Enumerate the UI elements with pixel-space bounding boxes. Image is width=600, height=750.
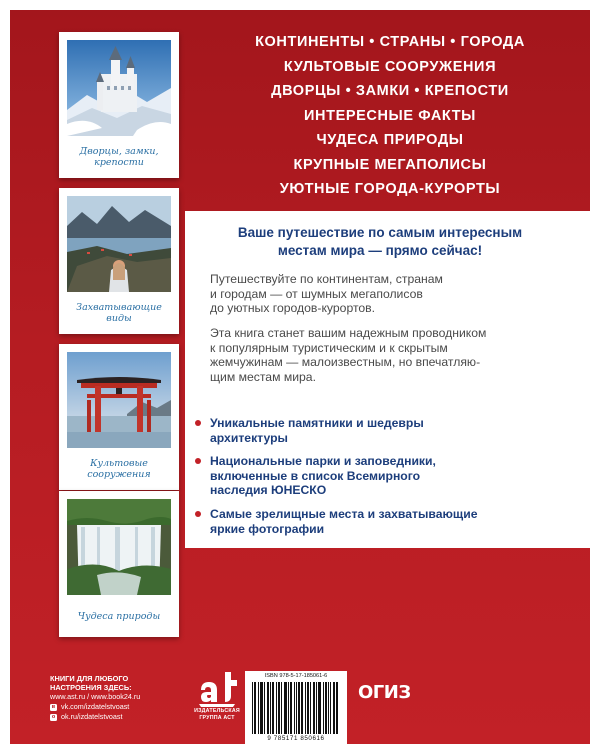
topic-item: ИНТЕРЕСНЫЕ ФАКТЫ bbox=[304, 107, 476, 124]
barcode-bar bbox=[252, 682, 253, 734]
barcode-bar bbox=[337, 682, 338, 734]
caption-line: сооружения bbox=[87, 469, 151, 480]
castle-photo bbox=[67, 40, 171, 136]
bullet-dot-icon bbox=[195, 458, 201, 464]
feature-item bbox=[193, 507, 533, 536]
barcode-bar bbox=[255, 682, 256, 734]
torii-photo bbox=[67, 352, 171, 448]
barcode-bar bbox=[281, 682, 282, 734]
card-caption bbox=[63, 140, 175, 174]
barcode-bar bbox=[261, 682, 262, 734]
feature-item bbox=[193, 454, 533, 498]
barcode-label bbox=[245, 671, 347, 744]
barcode-bar bbox=[326, 682, 327, 734]
feature-item bbox=[193, 416, 533, 445]
paragraph-line: жемчужинам — малоизвестным, но впечатляю- bbox=[210, 355, 481, 370]
barcode-bar bbox=[296, 682, 297, 734]
barcode-bar bbox=[284, 682, 285, 734]
barcode-bar bbox=[323, 682, 324, 734]
feature-line: яркие фотографии bbox=[210, 521, 325, 536]
topic-item: КОНТИНЕНТЫ • СТРАНЫ • ГОРОДА bbox=[255, 34, 525, 50]
photo-card-landmarks bbox=[59, 344, 179, 490]
barcode-bar bbox=[328, 682, 329, 734]
paragraph-line: Эта книга станет вашим надежным проводником bbox=[210, 326, 487, 340]
barcode-bar bbox=[288, 682, 289, 734]
barcode-bar bbox=[318, 682, 319, 734]
intro-paragraph bbox=[210, 272, 560, 316]
topic-item: КРУПНЫЕ МЕГАПОЛИСЫ bbox=[293, 156, 487, 173]
feature-line: включенные в список Всемирного bbox=[210, 468, 421, 483]
feature-line: наследия ЮНЕСКО bbox=[210, 483, 327, 498]
barcode-bar bbox=[268, 682, 269, 734]
barcode-bar bbox=[319, 682, 320, 734]
barcode-bar bbox=[320, 682, 321, 734]
barcode-bar bbox=[316, 682, 317, 734]
links-heading: НАСТРОЕНИЯ ЗДЕСЬ: bbox=[50, 683, 132, 693]
ok-icon: о bbox=[51, 713, 56, 720]
slogan-line: местам мира — прямо сейчас! bbox=[277, 243, 483, 258]
slogan bbox=[195, 224, 565, 260]
paragraph-line: щим местам мира. bbox=[210, 369, 316, 384]
barcode-bar bbox=[278, 682, 279, 734]
paragraph-line: до уютных городов-курортов. bbox=[210, 301, 376, 316]
publisher-links bbox=[50, 674, 170, 722]
website-link[interactable]: www.ast.ru / www.book24.ru bbox=[50, 692, 141, 702]
barcode-bar bbox=[299, 682, 300, 734]
barcode-bar bbox=[314, 682, 315, 734]
back-cover bbox=[10, 10, 590, 744]
topic-item: КУЛЬТОВЫЕ СООРУЖЕНИЯ bbox=[283, 58, 497, 75]
barcode-bar bbox=[291, 682, 292, 734]
card-caption bbox=[63, 452, 175, 486]
barcode-bar bbox=[307, 682, 308, 734]
ast-logo bbox=[186, 670, 248, 730]
barcode-bar bbox=[273, 682, 274, 734]
barcode-bar bbox=[298, 682, 299, 734]
bullet-dot-icon bbox=[195, 420, 201, 426]
barcode-bar bbox=[333, 682, 334, 734]
barcode-bar bbox=[260, 682, 261, 734]
isbn-number: ISBN 978-5-17-185061-6 bbox=[264, 673, 328, 679]
topics-list bbox=[210, 30, 570, 202]
caption-line: Чудеса природы bbox=[77, 610, 161, 622]
barcode-bar bbox=[290, 682, 291, 734]
barcode-bar bbox=[264, 682, 265, 734]
barcode-bar bbox=[258, 682, 259, 734]
barcode-bar bbox=[285, 682, 286, 734]
barcode-bar bbox=[308, 682, 309, 734]
feature-list bbox=[193, 416, 533, 545]
feature-line: Самые зрелищные места и захватывающие bbox=[210, 506, 478, 521]
card-caption bbox=[63, 599, 175, 633]
photo-card-views bbox=[59, 188, 179, 334]
vk-link[interactable] bbox=[50, 702, 170, 712]
barcode-bars bbox=[245, 671, 347, 744]
caption-line: виды bbox=[106, 313, 132, 324]
caption-line: Дворцы, замки, bbox=[79, 146, 159, 157]
ast-logo-icon bbox=[197, 670, 237, 708]
publisher-name: ИЗДАТЕЛЬСКАЯ bbox=[194, 708, 240, 714]
paragraph-line: к популярным туристическим и к скрытым bbox=[210, 340, 448, 355]
ean-number: 9 785171 850616 bbox=[267, 735, 325, 742]
barcode-bar bbox=[305, 682, 306, 734]
caption-line: крепости bbox=[94, 157, 144, 168]
barcode-bar bbox=[302, 682, 303, 734]
topic-item: УЮТНЫЕ ГОРОДА-КУРОРТЫ bbox=[279, 181, 501, 197]
barcode-bar bbox=[267, 682, 268, 734]
caption-line: Культовые bbox=[90, 458, 148, 469]
feature-line: Уникальные памятники и шедевры bbox=[210, 416, 424, 430]
links-heading: КНИГИ ДЛЯ ЛЮБОГО bbox=[50, 674, 129, 683]
fjord-photo bbox=[67, 196, 171, 292]
slogan-line: Ваше путешествие по самым интересным bbox=[237, 225, 523, 240]
barcode-bar bbox=[334, 682, 335, 734]
barcode-bar bbox=[272, 682, 273, 734]
barcode-bar bbox=[313, 682, 314, 734]
publisher-name: ГРУППА АСТ bbox=[199, 714, 235, 721]
barcode-bar bbox=[294, 682, 295, 734]
ok-link[interactable] bbox=[50, 712, 170, 722]
caption-line: Захватывающие bbox=[76, 302, 162, 313]
ogiz-logo-text: ОГИЗ bbox=[358, 682, 411, 703]
vk-link-text: vk.com/izdatelstvoast bbox=[61, 702, 130, 712]
photo-card-nature bbox=[59, 491, 179, 637]
ast-logo-text bbox=[218, 697, 219, 698]
barcode-bar bbox=[279, 682, 280, 734]
feature-line: архитектуры bbox=[210, 430, 288, 445]
barcode-bar bbox=[301, 682, 302, 734]
barcode-bar bbox=[270, 682, 271, 734]
ok-link-text: ok.ru/izdatelstvoast bbox=[61, 712, 123, 722]
ogiz-logo bbox=[358, 682, 418, 706]
barcode-bar bbox=[325, 682, 326, 734]
waterfall-photo bbox=[67, 499, 171, 595]
feature-line: Национальные парки и заповедники, bbox=[210, 454, 436, 469]
barcode-bar bbox=[276, 682, 277, 734]
photo-card-castles bbox=[59, 32, 179, 178]
barcode-bar bbox=[336, 682, 337, 734]
paragraph-line: и городам — от шумных мегаполисов bbox=[210, 286, 423, 301]
vk-icon: в bbox=[51, 703, 56, 710]
card-caption bbox=[63, 296, 175, 330]
bullet-dot-icon bbox=[195, 511, 201, 517]
guide-paragraph bbox=[210, 326, 560, 384]
barcode-bar bbox=[310, 682, 311, 734]
barcode-bar bbox=[254, 682, 255, 734]
paragraph-line: Путешествуйте по континентам, странам bbox=[210, 272, 443, 286]
barcode-bar bbox=[330, 682, 331, 734]
topic-item: ДВОРЦЫ • ЗАМКИ • КРЕПОСТИ bbox=[271, 83, 509, 99]
barcode-bar bbox=[286, 682, 287, 734]
topic-item: ЧУДЕСА ПРИРОДЫ bbox=[316, 132, 464, 148]
barcode-bar bbox=[262, 682, 263, 734]
